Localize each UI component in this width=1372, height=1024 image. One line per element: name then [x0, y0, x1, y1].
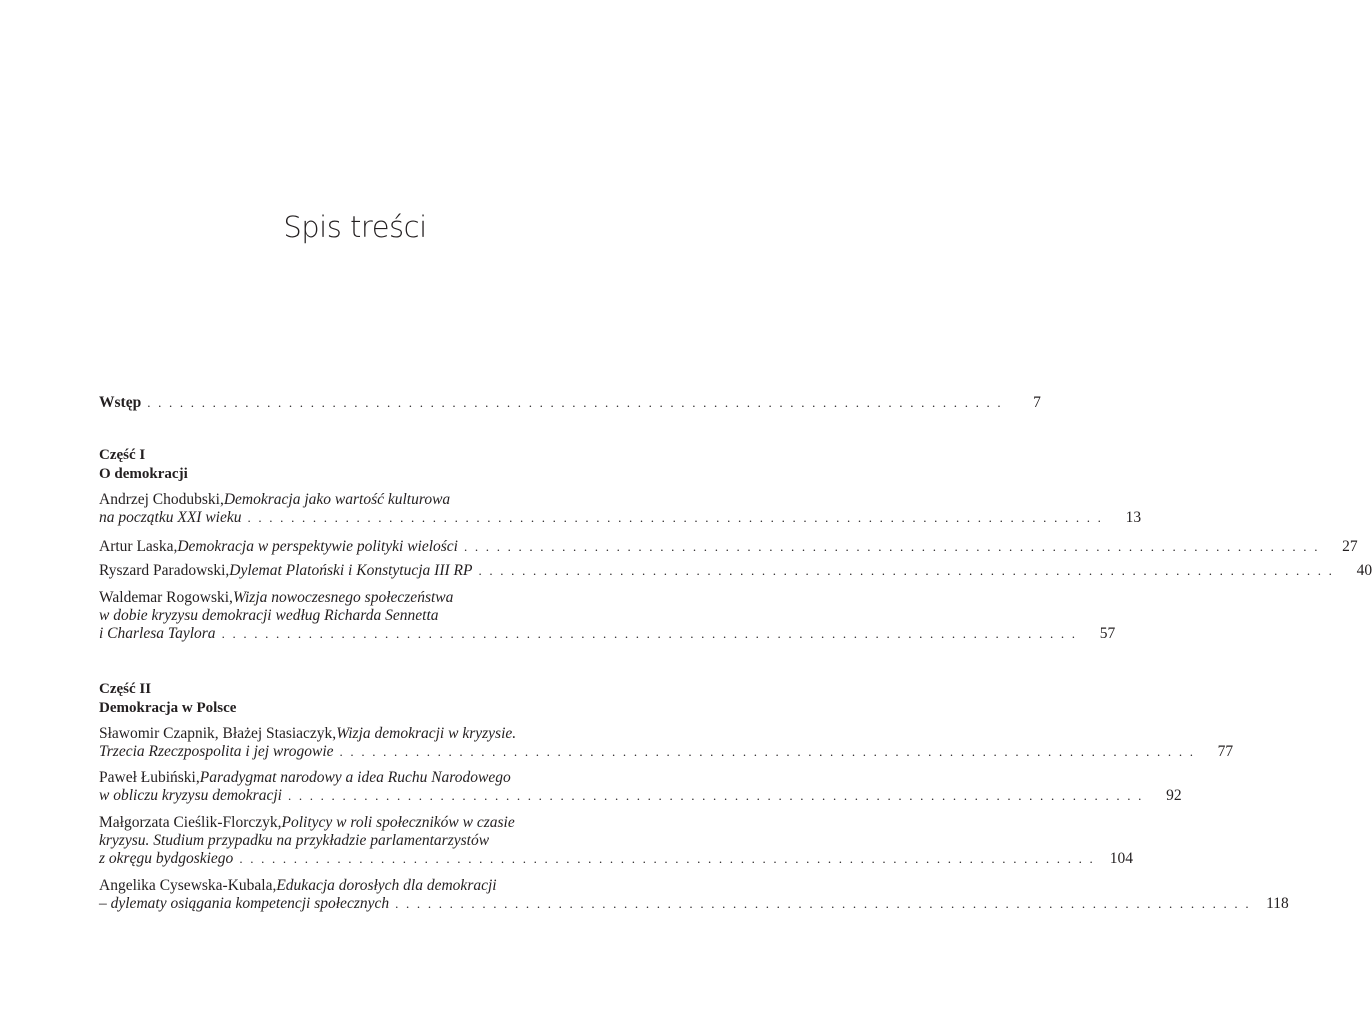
- toc-entry: [99, 725, 1234, 761]
- entry-author: Waldemar Rogowski,: [99, 589, 233, 606]
- part-label: Część II: [99, 681, 152, 697]
- toc-entry: [99, 491, 1142, 527]
- page-number: 57: [1099, 625, 1116, 642]
- page-number: 7: [1033, 394, 1041, 411]
- entry-author: Angelika Cysewska-Kubala,: [99, 877, 277, 894]
- entry-title-line: na początku XXI wieku: [99, 509, 242, 526]
- entry-title-line: Trzecia Rzeczpospolita i jej wrogowie: [99, 743, 334, 760]
- part-title: Demokracja w Polsce: [99, 700, 237, 716]
- toc-entry-intro: [99, 394, 1041, 412]
- page-number: 118: [1266, 895, 1289, 912]
- toc-entry: [99, 538, 1358, 556]
- entry-title-line: Paradygmat narodowy a idea Ruchu Narodowego: [199, 769, 511, 786]
- entry-author: Małgorzata Cieślik-Florczyk,: [99, 814, 282, 831]
- dot-leader: . . . . . . . . . . . . . . . . . . . . . . . . . . . . . . . . . . . . . . . . . . . . . . . . . . . . . . . . . . . . . . . . . . . . . . . . . . . . . . .: [395, 896, 1251, 911]
- page-number: 77: [1217, 743, 1234, 760]
- entry-title-line: Politycy w roli społeczników w czasie: [281, 814, 515, 831]
- entry-title-line: w obliczu kryzysu demokracji: [99, 787, 282, 804]
- part-title: O demokracji: [99, 466, 188, 482]
- dot-leader: . . . . . . . . . . . . . . . . . . . . . . . . . . . . . . . . . . . . . . . . . . . . . . . . . . . . . . . . . . . . . . . . . . . . . . . . . . . . . . .: [147, 395, 1003, 410]
- entry-title-line: i Charlesa Taylora: [99, 625, 216, 642]
- entry-author: Paweł Łubiński,: [99, 769, 200, 786]
- dot-leader: . . . . . . . . . . . . . . . . . . . . . . . . . . . . . . . . . . . . . . . . . . . . . . . . . . . . . . . . . . . . . . . . . . . . . . . . . . . . . . .: [221, 626, 1078, 641]
- entry-author: Sławomir Czapnik, Błażej Stasiaczyk,: [99, 725, 337, 742]
- intro-label: Wstęp: [99, 394, 142, 411]
- entry-title-line: kryzysu. Studium przypadku na przykładzie parlamentarzystów: [99, 832, 490, 849]
- toc-entry: [99, 562, 1372, 580]
- entry-author: Artur Laska,: [99, 538, 178, 555]
- toc-entry: [99, 877, 1289, 913]
- page-number: 92: [1166, 787, 1182, 804]
- entry-title-line: Wizja nowoczesnego społeczeństwa: [232, 589, 454, 606]
- entry-author: Ryszard Paradowski,: [99, 562, 230, 579]
- entry-title-line: Dylemat Platoński i Konstytucja III RP: [229, 562, 473, 579]
- dot-leader: . . . . . . . . . . . . . . . . . . . . . . . . . . . . . . . . . . . . . . . . . . . . . . . . . . . . . . . . . . . . . . . . . . . . . . . . . . . . . . .: [478, 563, 1335, 578]
- dot-leader: . . . . . . . . . . . . . . . . . . . . . . . . . . . . . . . . . . . . . . . . . . . . . . . . . . . . . . . . . . . . . . . . . . . . . . . . . . . . . . .: [339, 744, 1196, 759]
- entry-title-line: Demokracja w perspektywie polityki wielości: [177, 538, 458, 555]
- entry-title-line: w dobie kryzysu demokracji według Richarda Sennetta: [99, 607, 439, 624]
- dot-leader: . . . . . . . . . . . . . . . . . . . . . . . . . . . . . . . . . . . . . . . . . . . . . . . . . . . . . . . . . . . . . . . . . . . . . . . . . . . . . . .: [287, 788, 1144, 803]
- entry-title-line: Wizja demokracji w kryzysie.: [336, 725, 517, 742]
- dot-leader: . . . . . . . . . . . . . . . . . . . . . . . . . . . . . . . . . . . . . . . . . . . . . . . . . . . . . . . . . . . . . . . . . . . . . . . . . . . . . . .: [464, 539, 1320, 554]
- dot-leader: . . . . . . . . . . . . . . . . . . . . . . . . . . . . . . . . . . . . . . . . . . . . . . . . . . . . . . . . . . . . . . . . . . . . . . . . . . . . . . .: [239, 851, 1095, 866]
- page-number: 13: [1125, 509, 1142, 526]
- dot-leader: . . . . . . . . . . . . . . . . . . . . . . . . . . . . . . . . . . . . . . . . . . . . . . . . . . . . . . . . . . . . . . . . . . . . . . . . . . . . . . .: [247, 510, 1104, 525]
- toc-entry: [99, 589, 1116, 643]
- entry-title-line: Edukacja dorosłych dla demokracji: [276, 877, 497, 894]
- toc-entry: [99, 814, 1133, 868]
- page-number: 40: [1356, 562, 1372, 579]
- page-number: 27: [1342, 538, 1358, 555]
- entry-title-line: – dylematy osiągania kompetencji społecznych: [99, 895, 390, 912]
- toc-entry: [99, 769, 1182, 805]
- page-title: Spis treści: [283, 210, 427, 244]
- entry-title-line: z okręgu bydgoskiego: [99, 850, 234, 867]
- page-number: 104: [1109, 850, 1133, 867]
- entry-title-line: Demokracja jako wartość kulturowa: [223, 491, 451, 508]
- entry-author: Andrzej Chodubski,: [99, 491, 224, 508]
- part-label: Część I: [99, 447, 146, 463]
